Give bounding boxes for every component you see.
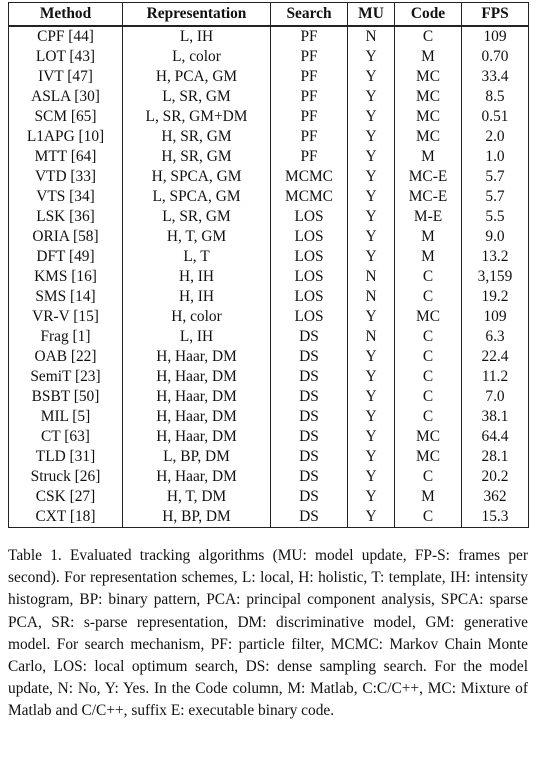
cell-mu: Y — [348, 407, 395, 427]
tracking-algorithms-table — [8, 2, 529, 528]
cell-representation: H, Haar, DM — [123, 387, 271, 407]
cell-code: MC — [395, 107, 462, 127]
cell-search: DS — [271, 467, 348, 487]
cell-search: LOS — [271, 247, 348, 267]
cell-mu: N — [348, 26, 395, 47]
cell-mu: N — [348, 287, 395, 307]
cell-mu: Y — [348, 487, 395, 507]
cell-search: DS — [271, 427, 348, 447]
cell-method: VTS [34] — [9, 187, 123, 207]
cell-mu: Y — [348, 427, 395, 447]
cell-mu: Y — [348, 107, 395, 127]
cell-method: DFT [49] — [9, 247, 123, 267]
cell-search: DS — [271, 347, 348, 367]
cell-representation: L, SPCA, GM — [123, 187, 271, 207]
table-row — [9, 327, 529, 347]
cell-code: C — [395, 507, 462, 528]
cell-mu: Y — [348, 447, 395, 467]
cell-search: DS — [271, 367, 348, 387]
cell-method: ORIA [58] — [9, 227, 123, 247]
cell-mu: Y — [348, 207, 395, 227]
header-code: Code — [395, 3, 462, 27]
table-row — [9, 167, 529, 187]
cell-method: CSK [27] — [9, 487, 123, 507]
cell-fps: 109 — [462, 26, 529, 47]
cell-fps: 15.3 — [462, 507, 529, 528]
cell-search: PF — [271, 127, 348, 147]
cell-code: C — [395, 267, 462, 287]
table-row — [9, 207, 529, 227]
cell-search: DS — [271, 327, 348, 347]
table-row — [9, 427, 529, 447]
cell-fps: 3,159 — [462, 267, 529, 287]
cell-method: SMS [14] — [9, 287, 123, 307]
cell-method: CPF [44] — [9, 26, 123, 47]
table-row — [9, 47, 529, 67]
cell-code: M — [395, 227, 462, 247]
cell-mu: N — [348, 327, 395, 347]
cell-mu: Y — [348, 227, 395, 247]
cell-fps: 13.2 — [462, 247, 529, 267]
cell-fps: 0.51 — [462, 107, 529, 127]
cell-mu: Y — [348, 47, 395, 67]
cell-fps: 64.4 — [462, 427, 529, 447]
cell-method: LOT [43] — [9, 47, 123, 67]
cell-code: C — [395, 387, 462, 407]
cell-search: PF — [271, 67, 348, 87]
cell-method: LSK [36] — [9, 207, 123, 227]
cell-mu: Y — [348, 367, 395, 387]
table-header-row — [9, 3, 529, 27]
tracking-algorithms-table-wrapper — [8, 2, 528, 528]
cell-search: LOS — [271, 207, 348, 227]
cell-method: L1APG [10] — [9, 127, 123, 147]
cell-representation: H, SR, GM — [123, 127, 271, 147]
cell-fps: 33.4 — [462, 67, 529, 87]
cell-method: SCM [65] — [9, 107, 123, 127]
cell-search: PF — [271, 87, 348, 107]
cell-search: PF — [271, 147, 348, 167]
cell-mu: Y — [348, 307, 395, 327]
cell-code: C — [395, 367, 462, 387]
cell-representation: H, Haar, DM — [123, 427, 271, 447]
cell-code: C — [395, 26, 462, 47]
cell-fps: 22.4 — [462, 347, 529, 367]
cell-fps: 1.0 — [462, 147, 529, 167]
table-row — [9, 467, 529, 487]
table-row — [9, 247, 529, 267]
cell-search: LOS — [271, 287, 348, 307]
cell-mu: Y — [348, 247, 395, 267]
cell-search: LOS — [271, 307, 348, 327]
cell-code: C — [395, 467, 462, 487]
cell-code: M — [395, 247, 462, 267]
cell-method: TLD [31] — [9, 447, 123, 467]
cell-code: MC — [395, 447, 462, 467]
cell-representation: H, Haar, DM — [123, 467, 271, 487]
table-row — [9, 227, 529, 247]
cell-mu: Y — [348, 187, 395, 207]
cell-representation: L, T — [123, 247, 271, 267]
cell-code: C — [395, 327, 462, 347]
cell-representation: L, SR, GM+DM — [123, 107, 271, 127]
table-row — [9, 507, 529, 528]
cell-method: MIL [5] — [9, 407, 123, 427]
cell-fps: 20.2 — [462, 467, 529, 487]
table-row — [9, 387, 529, 407]
table-row — [9, 107, 529, 127]
cell-fps: 109 — [462, 307, 529, 327]
cell-representation: H, IH — [123, 267, 271, 287]
cell-code: C — [395, 347, 462, 367]
cell-method: VR-V [15] — [9, 307, 123, 327]
cell-representation: L, SR, GM — [123, 207, 271, 227]
cell-mu: Y — [348, 87, 395, 107]
cell-representation: H, SR, GM — [123, 147, 271, 167]
cell-mu: Y — [348, 347, 395, 367]
cell-mu: Y — [348, 147, 395, 167]
cell-method: Struck [26] — [9, 467, 123, 487]
table-row — [9, 87, 529, 107]
cell-method: SemiT [23] — [9, 367, 123, 387]
cell-mu: Y — [348, 67, 395, 87]
table-row — [9, 487, 529, 507]
cell-mu: Y — [348, 467, 395, 487]
cell-representation: H, color — [123, 307, 271, 327]
table-row — [9, 307, 529, 327]
cell-mu: N — [348, 267, 395, 287]
cell-method: BSBT [50] — [9, 387, 123, 407]
cell-representation: H, Haar, DM — [123, 407, 271, 427]
cell-search: LOS — [271, 227, 348, 247]
cell-representation: L, IH — [123, 327, 271, 347]
cell-search: DS — [271, 447, 348, 467]
table-row — [9, 26, 529, 47]
table-row — [9, 347, 529, 367]
cell-representation: H, PCA, GM — [123, 67, 271, 87]
cell-representation: H, SPCA, GM — [123, 167, 271, 187]
cell-code: MC — [395, 67, 462, 87]
cell-code: MC — [395, 307, 462, 327]
cell-fps: 19.2 — [462, 287, 529, 307]
cell-search: DS — [271, 407, 348, 427]
table-row — [9, 367, 529, 387]
cell-search: PF — [271, 107, 348, 127]
cell-code: M — [395, 47, 462, 67]
cell-code: C — [395, 407, 462, 427]
cell-search: DS — [271, 487, 348, 507]
cell-fps: 362 — [462, 487, 529, 507]
table-row — [9, 127, 529, 147]
table-row — [9, 267, 529, 287]
cell-fps: 6.3 — [462, 327, 529, 347]
cell-method: KMS [16] — [9, 267, 123, 287]
table-caption: Table 1. Evaluated tracking algorithms (MU: model update, FP-S: frames per second). For representation schemes, L: local, H: holistic, T: template, IH: intensity histogram, BP: binary pattern, PCA: principal component analysis, SPCA: sparse PCA, SR: s-parse representation, DM: discriminative model, GM: generative model. For search mechanism, PF: particle filter, MCMC: Markov Chain Monte Carlo, LOS: local optimum search, DS: dense sampling search. For the model update, N: No, Y: Yes. In the Code column, M: Matlab, C:C/C++, MC: Mixture of Matlab and C/C++, suffix E: executable binary code. — [8, 547, 528, 720]
cell-fps: 9.0 — [462, 227, 529, 247]
cell-code: C — [395, 287, 462, 307]
cell-mu: Y — [348, 507, 395, 528]
cell-representation: L, IH — [123, 26, 271, 47]
cell-fps: 5.5 — [462, 207, 529, 227]
cell-representation: H, BP, DM — [123, 507, 271, 528]
cell-fps: 5.7 — [462, 187, 529, 207]
cell-representation: H, Haar, DM — [123, 367, 271, 387]
table-row — [9, 407, 529, 427]
cell-mu: Y — [348, 127, 395, 147]
cell-code: MC-E — [395, 187, 462, 207]
table-row — [9, 447, 529, 467]
cell-method: ASLA [30] — [9, 87, 123, 107]
table-body — [9, 26, 529, 528]
cell-fps: 5.7 — [462, 167, 529, 187]
header-representation: Representation — [123, 3, 271, 27]
cell-search: MCMC — [271, 167, 348, 187]
cell-representation: H, IH — [123, 287, 271, 307]
cell-code: M-E — [395, 207, 462, 227]
cell-representation: L, SR, GM — [123, 87, 271, 107]
cell-code: M — [395, 147, 462, 167]
cell-code: MC — [395, 127, 462, 147]
cell-fps: 0.70 — [462, 47, 529, 67]
cell-representation: H, T, DM — [123, 487, 271, 507]
cell-method: MTT [64] — [9, 147, 123, 167]
cell-code: MC-E — [395, 167, 462, 187]
header-mu: MU — [348, 3, 395, 27]
cell-code: MC — [395, 87, 462, 107]
cell-mu: Y — [348, 167, 395, 187]
cell-method: VTD [33] — [9, 167, 123, 187]
cell-method: Frag [1] — [9, 327, 123, 347]
cell-mu: Y — [348, 387, 395, 407]
cell-method: IVT [47] — [9, 67, 123, 87]
cell-fps: 7.0 — [462, 387, 529, 407]
cell-method: OAB [22] — [9, 347, 123, 367]
cell-fps: 8.5 — [462, 87, 529, 107]
cell-search: DS — [271, 507, 348, 528]
header-search: Search — [271, 3, 348, 27]
table-row — [9, 287, 529, 307]
cell-representation: H, Haar, DM — [123, 347, 271, 367]
cell-search: DS — [271, 387, 348, 407]
header-fps: FPS — [462, 3, 529, 27]
cell-fps: 11.2 — [462, 367, 529, 387]
cell-method: CXT [18] — [9, 507, 123, 528]
cell-search: PF — [271, 47, 348, 67]
cell-representation: H, T, GM — [123, 227, 271, 247]
cell-representation: L, color — [123, 47, 271, 67]
cell-fps: 2.0 — [462, 127, 529, 147]
table-row — [9, 147, 529, 167]
cell-search: PF — [271, 26, 348, 47]
cell-search: MCMC — [271, 187, 348, 207]
cell-representation: L, BP, DM — [123, 447, 271, 467]
cell-search: LOS — [271, 267, 348, 287]
cell-method: CT [63] — [9, 427, 123, 447]
cell-fps: 38.1 — [462, 407, 529, 427]
cell-code: M — [395, 487, 462, 507]
table-row — [9, 67, 529, 87]
cell-code: MC — [395, 427, 462, 447]
table-row — [9, 187, 529, 207]
header-method: Method — [9, 3, 123, 27]
cell-fps: 28.1 — [462, 447, 529, 467]
